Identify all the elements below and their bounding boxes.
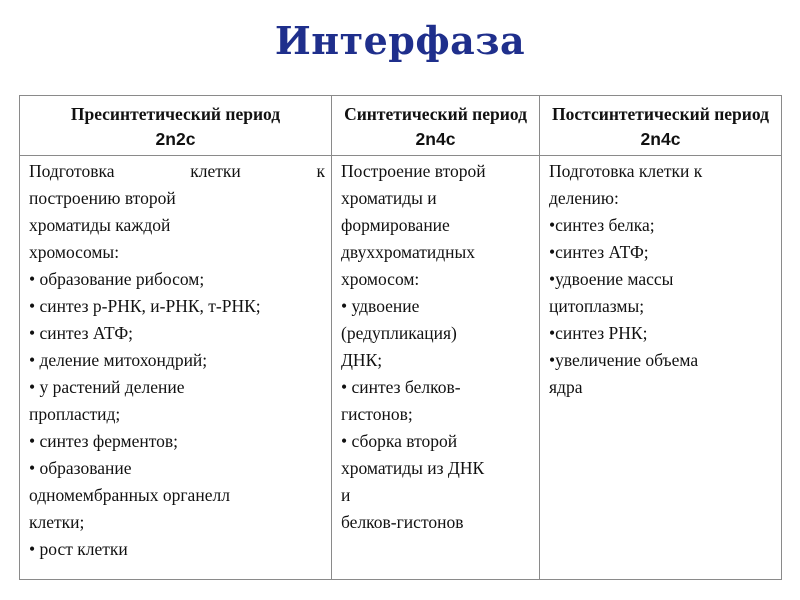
cell-line: хроматиды каждой: [29, 215, 171, 235]
header-label: Синтетический период: [344, 103, 527, 124]
header-formula: 2n4c: [415, 128, 456, 149]
cell-line: гистонов;: [341, 404, 413, 424]
header-synthetic: [332, 96, 540, 156]
cell-line: Подготовка клетки к: [29, 161, 325, 181]
interphase-table: [19, 95, 782, 580]
cell-line: (редупликация): [341, 323, 457, 343]
cell-line: делению:: [549, 188, 619, 208]
header-label: Постсинтетический период: [552, 103, 769, 124]
cell-line: •увеличение объема: [549, 350, 699, 370]
header-formula: 2n4c: [640, 128, 681, 149]
cell-line: • синтез р-РНК, и-РНК, т-РНК;: [29, 296, 261, 316]
cell-line: • образование рибосом;: [29, 269, 205, 289]
cell-line: • синтез белков-: [341, 377, 461, 397]
cell-line: • синтез ферментов;: [29, 431, 179, 451]
cell-line: белков-гистонов: [341, 512, 464, 532]
cell-line: хроматиды из ДНК: [341, 458, 485, 478]
cell-line: • у растений деление: [29, 377, 185, 397]
cell-presynthetic: [20, 156, 332, 580]
header-label: Пресинтетический период: [70, 103, 281, 124]
cell-line: • синтез АТФ;: [29, 323, 134, 343]
cell-line: • удвоение: [341, 296, 420, 316]
cell-line: формирование: [341, 215, 450, 235]
header-formula: 2n2c: [155, 128, 196, 149]
header-presynthetic: [20, 96, 332, 156]
cell-line: •синтез белка;: [549, 215, 655, 235]
cell-line: ДНК;: [341, 350, 383, 370]
content-row: [20, 156, 782, 580]
header-postsynthetic: [540, 96, 782, 156]
header-row: [20, 96, 782, 156]
cell-line: одномембранных органелл: [29, 485, 230, 505]
page-title: Интерфаза: [274, 18, 526, 63]
cell-line: Построение второй: [341, 161, 486, 181]
cell-line: цитоплазмы;: [549, 296, 645, 316]
cell-line: Подготовка клетки к: [549, 161, 703, 181]
cell-line: двуххроматидных: [341, 242, 476, 262]
cell-line: ядра: [549, 377, 583, 397]
cell-line: пропластид;: [29, 404, 121, 424]
cell-line: хроматиды и: [341, 188, 437, 208]
cell-line: • деление митохондрий;: [29, 350, 208, 370]
cell-line: хромосомы:: [29, 242, 120, 262]
cell-postsynthetic: [540, 156, 782, 580]
cell-line: • образование: [29, 458, 132, 478]
cell-line: построению второй: [29, 188, 176, 208]
cell-line: хромосом:: [341, 269, 420, 289]
cell-line: • рост клетки: [29, 539, 128, 559]
cell-line: •синтез РНК;: [549, 323, 648, 343]
cell-line: •удвоение массы: [549, 269, 674, 289]
cell-line: • сборка второй: [341, 431, 458, 451]
cell-line: •синтез АТФ;: [549, 242, 649, 262]
cell-line: клетки;: [29, 512, 85, 532]
cell-synthetic: [332, 156, 540, 580]
cell-line: и: [341, 485, 351, 505]
